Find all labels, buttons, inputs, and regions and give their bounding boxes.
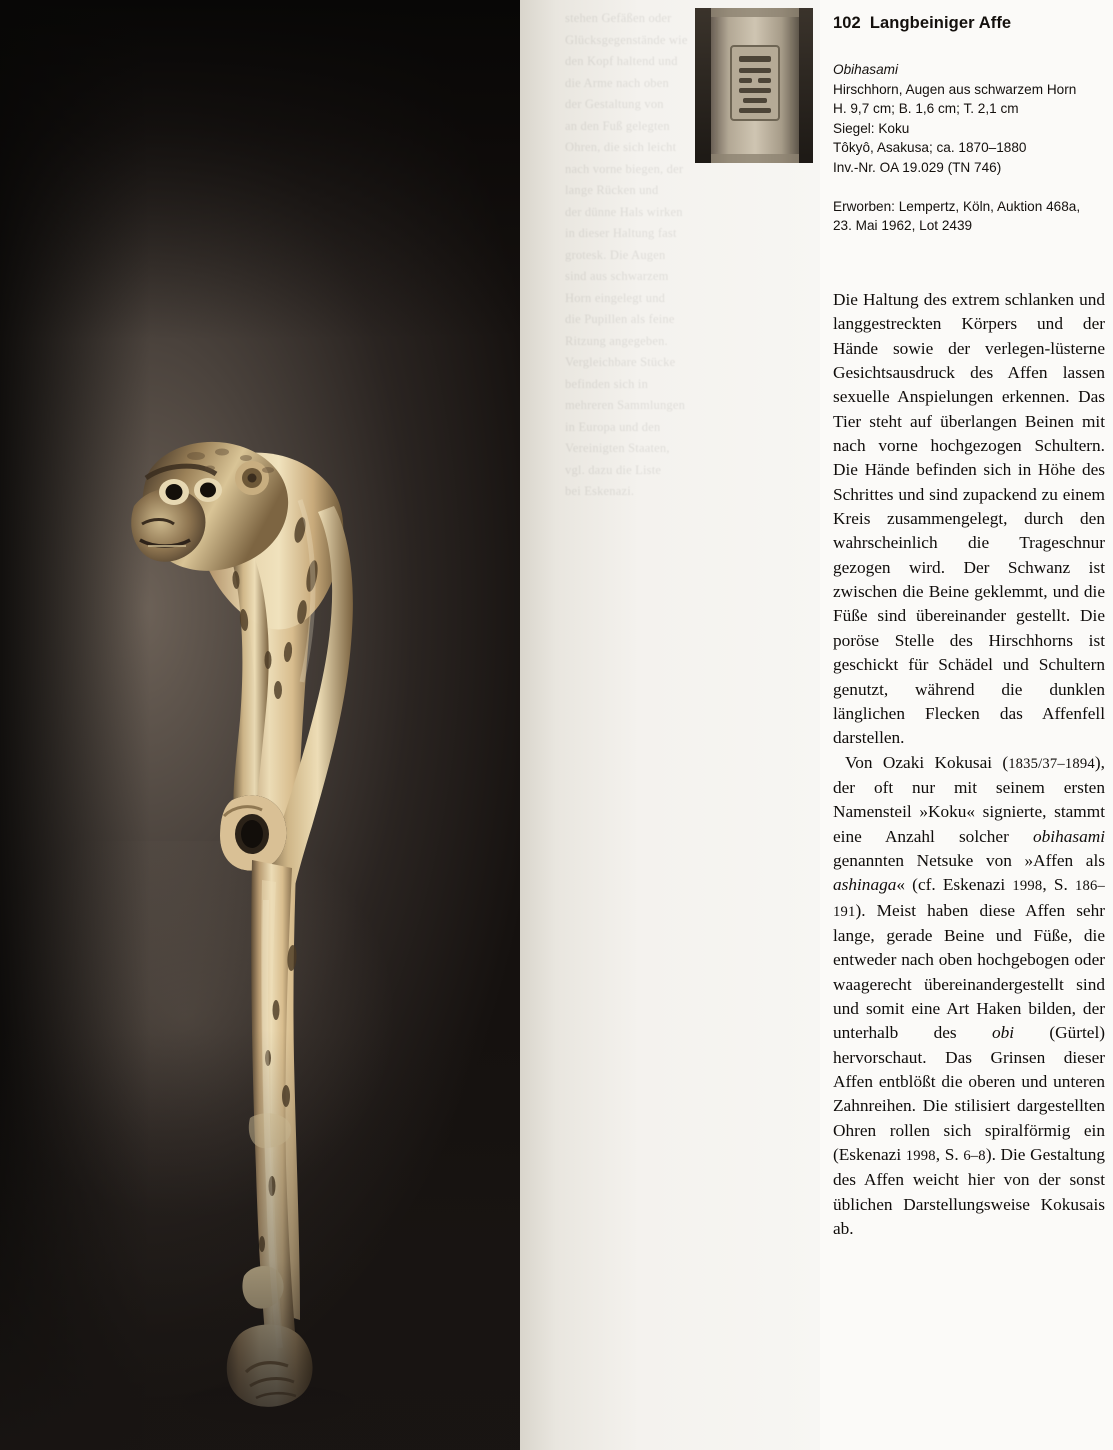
b2-s6: ). Meist haben diese Affen sehr lange, gerade Beine und Füße, die entweder nach oben hochgebogen oder waagerecht übereinandergestellt sind und somit eine Art Haken bilden, der unterhalb des	[833, 900, 1105, 1043]
b2-years1: 1835/37–1894	[1008, 755, 1095, 772]
page-gutter	[520, 0, 820, 1450]
dimensions: H. 9,7 cm; B. 1,6 cm; T. 2,1 cm	[833, 101, 1019, 117]
catalog-number: 102	[833, 14, 861, 32]
b2-s5: , S.	[1042, 875, 1075, 895]
showthrough-line: Ohren, die sich leicht	[565, 140, 677, 154]
b2-i3: obi	[991, 1023, 1015, 1043]
page-title: Langbeiniger Affe	[869, 14, 1012, 32]
showthrough-line: lange Rücken und	[565, 183, 659, 197]
showthrough-line: Ritzung angegeben.	[565, 333, 668, 348]
showthrough-line: an den Fuß gelegten	[565, 118, 670, 133]
body-paragraph-2	[833, 751, 1105, 1242]
showthrough-line: Vereinigten Staaten,	[565, 441, 670, 455]
catalog-entry	[820, 0, 1113, 1450]
b2-s1: Von Ozaki Kokusai (	[845, 752, 1009, 772]
showthrough-line: der Gestaltung von	[565, 97, 664, 111]
showthrough-line: in dieser Haltung fast	[565, 226, 677, 240]
showthrough-line: der dünne Hals wirken	[565, 204, 683, 219]
b2-years4: 1998	[905, 1148, 936, 1165]
showthrough-line: Glücksgegenstände wie	[565, 32, 688, 47]
origin: Tôkyô, Asakusa; ca. 1870–1880	[833, 140, 1027, 156]
showthrough-line: Horn eingelegt und	[565, 290, 666, 305]
seal: Siegel: Koku	[833, 120, 910, 136]
b2-i1: obihasami	[1032, 826, 1105, 846]
showthrough-line: nach vorne biegen, der	[565, 161, 684, 176]
showthrough-line: Vergleichbare Stücke	[565, 355, 676, 369]
japanese-term: Obihasami	[833, 62, 898, 77]
showthrough-line: sind aus schwarzem	[565, 269, 669, 283]
showthrough-line: bei Eskenazi.	[565, 484, 635, 498]
object-metadata	[833, 60, 1101, 236]
body-paragraph-1: Die Haltung des extrem schlanken und langgestreckten Körpers und der Hände sowie der verlegen-lüsterne Gesichtsausdruck des Affen lassen sexuelle Anspielungen erkennen. Das Tier steht auf überlangen Beinen mit nach vorne hochgezogen Schultern. Die Hände befinden sich in Höhe des Schrittes und sind zupackend zu einem Kreis zusammengelegt, durch den wahrscheinlich die Trageschnur gezogen wird. Der Schwanz ist zwischen die Beine geklemmt, und die Füße sind übereinander gestellt. Die poröse Stelle des Hirschhorns ist geschickt für Schädel und Schultern genutzt, während die dunklen länglichen Flecken das Affenfell darstellen.	[833, 290, 1105, 748]
main-photo	[0, 0, 520, 1450]
b2-s4: « (cf. Eskenazi	[896, 875, 1013, 895]
material: Hirschhorn, Augen aus schwarzem Horn	[833, 81, 1077, 97]
b2-s2: ), der oft nur mit seinem ersten Namensteil »Koku« signierte, stammt eine Anzahl solcher	[833, 752, 1105, 846]
showthrough-line: die Arme nach oben	[565, 75, 669, 90]
b2-s9: ). Die Gestaltung des Affen weicht hier von der sonst üblichen Darstellungsweise Kokusais ab.	[833, 1145, 1105, 1239]
showthrough-line: vgl. dazu die Liste	[565, 462, 662, 477]
b2-years3: 186–191	[833, 878, 1105, 920]
showthrough-line: befinden sich in	[565, 376, 649, 391]
photo-vignette-bottom	[0, 1030, 520, 1450]
signature-detail-image	[695, 8, 813, 163]
inventory-number: Inv.-Nr. OA 19.029 (TN 746)	[833, 159, 1002, 175]
showthrough-line: in Europa und den	[565, 419, 661, 434]
provenance: Erworben: Lempertz, Köln, Auktion 468a, 23. Mai 1962, Lot 2439	[833, 198, 1081, 234]
showthrough-line: den Kopf haltend und	[565, 54, 678, 68]
signature-thumbnail	[695, 8, 813, 163]
showthrough-line: die Pupillen als feine	[565, 312, 675, 326]
entry-body	[833, 288, 1105, 1241]
b2-i2: ashinaga	[833, 875, 897, 895]
b2-s7: (Gürtel) hervorschaut. Das Grinsen dieser Affen entblößt die oberen und unteren Zahnreihen. Die stilisiert dargestellten Ohren rollen sich spiralförmig ein (Eskenazi	[833, 1023, 1106, 1165]
b2-s3: genannten Netsuke von »Affen als	[833, 850, 1105, 870]
b2-years2: 1998	[1012, 878, 1043, 895]
showthrough-line: grotesk. Die Augen	[565, 247, 666, 262]
b2-years5: 6–8	[963, 1148, 986, 1165]
b2-s8: , S.	[935, 1145, 964, 1165]
entry-heading	[833, 14, 1103, 33]
showthrough-line: stehen Gefäßen oder	[565, 11, 672, 25]
showthrough-line: mehreren Sammlungen	[565, 398, 686, 412]
